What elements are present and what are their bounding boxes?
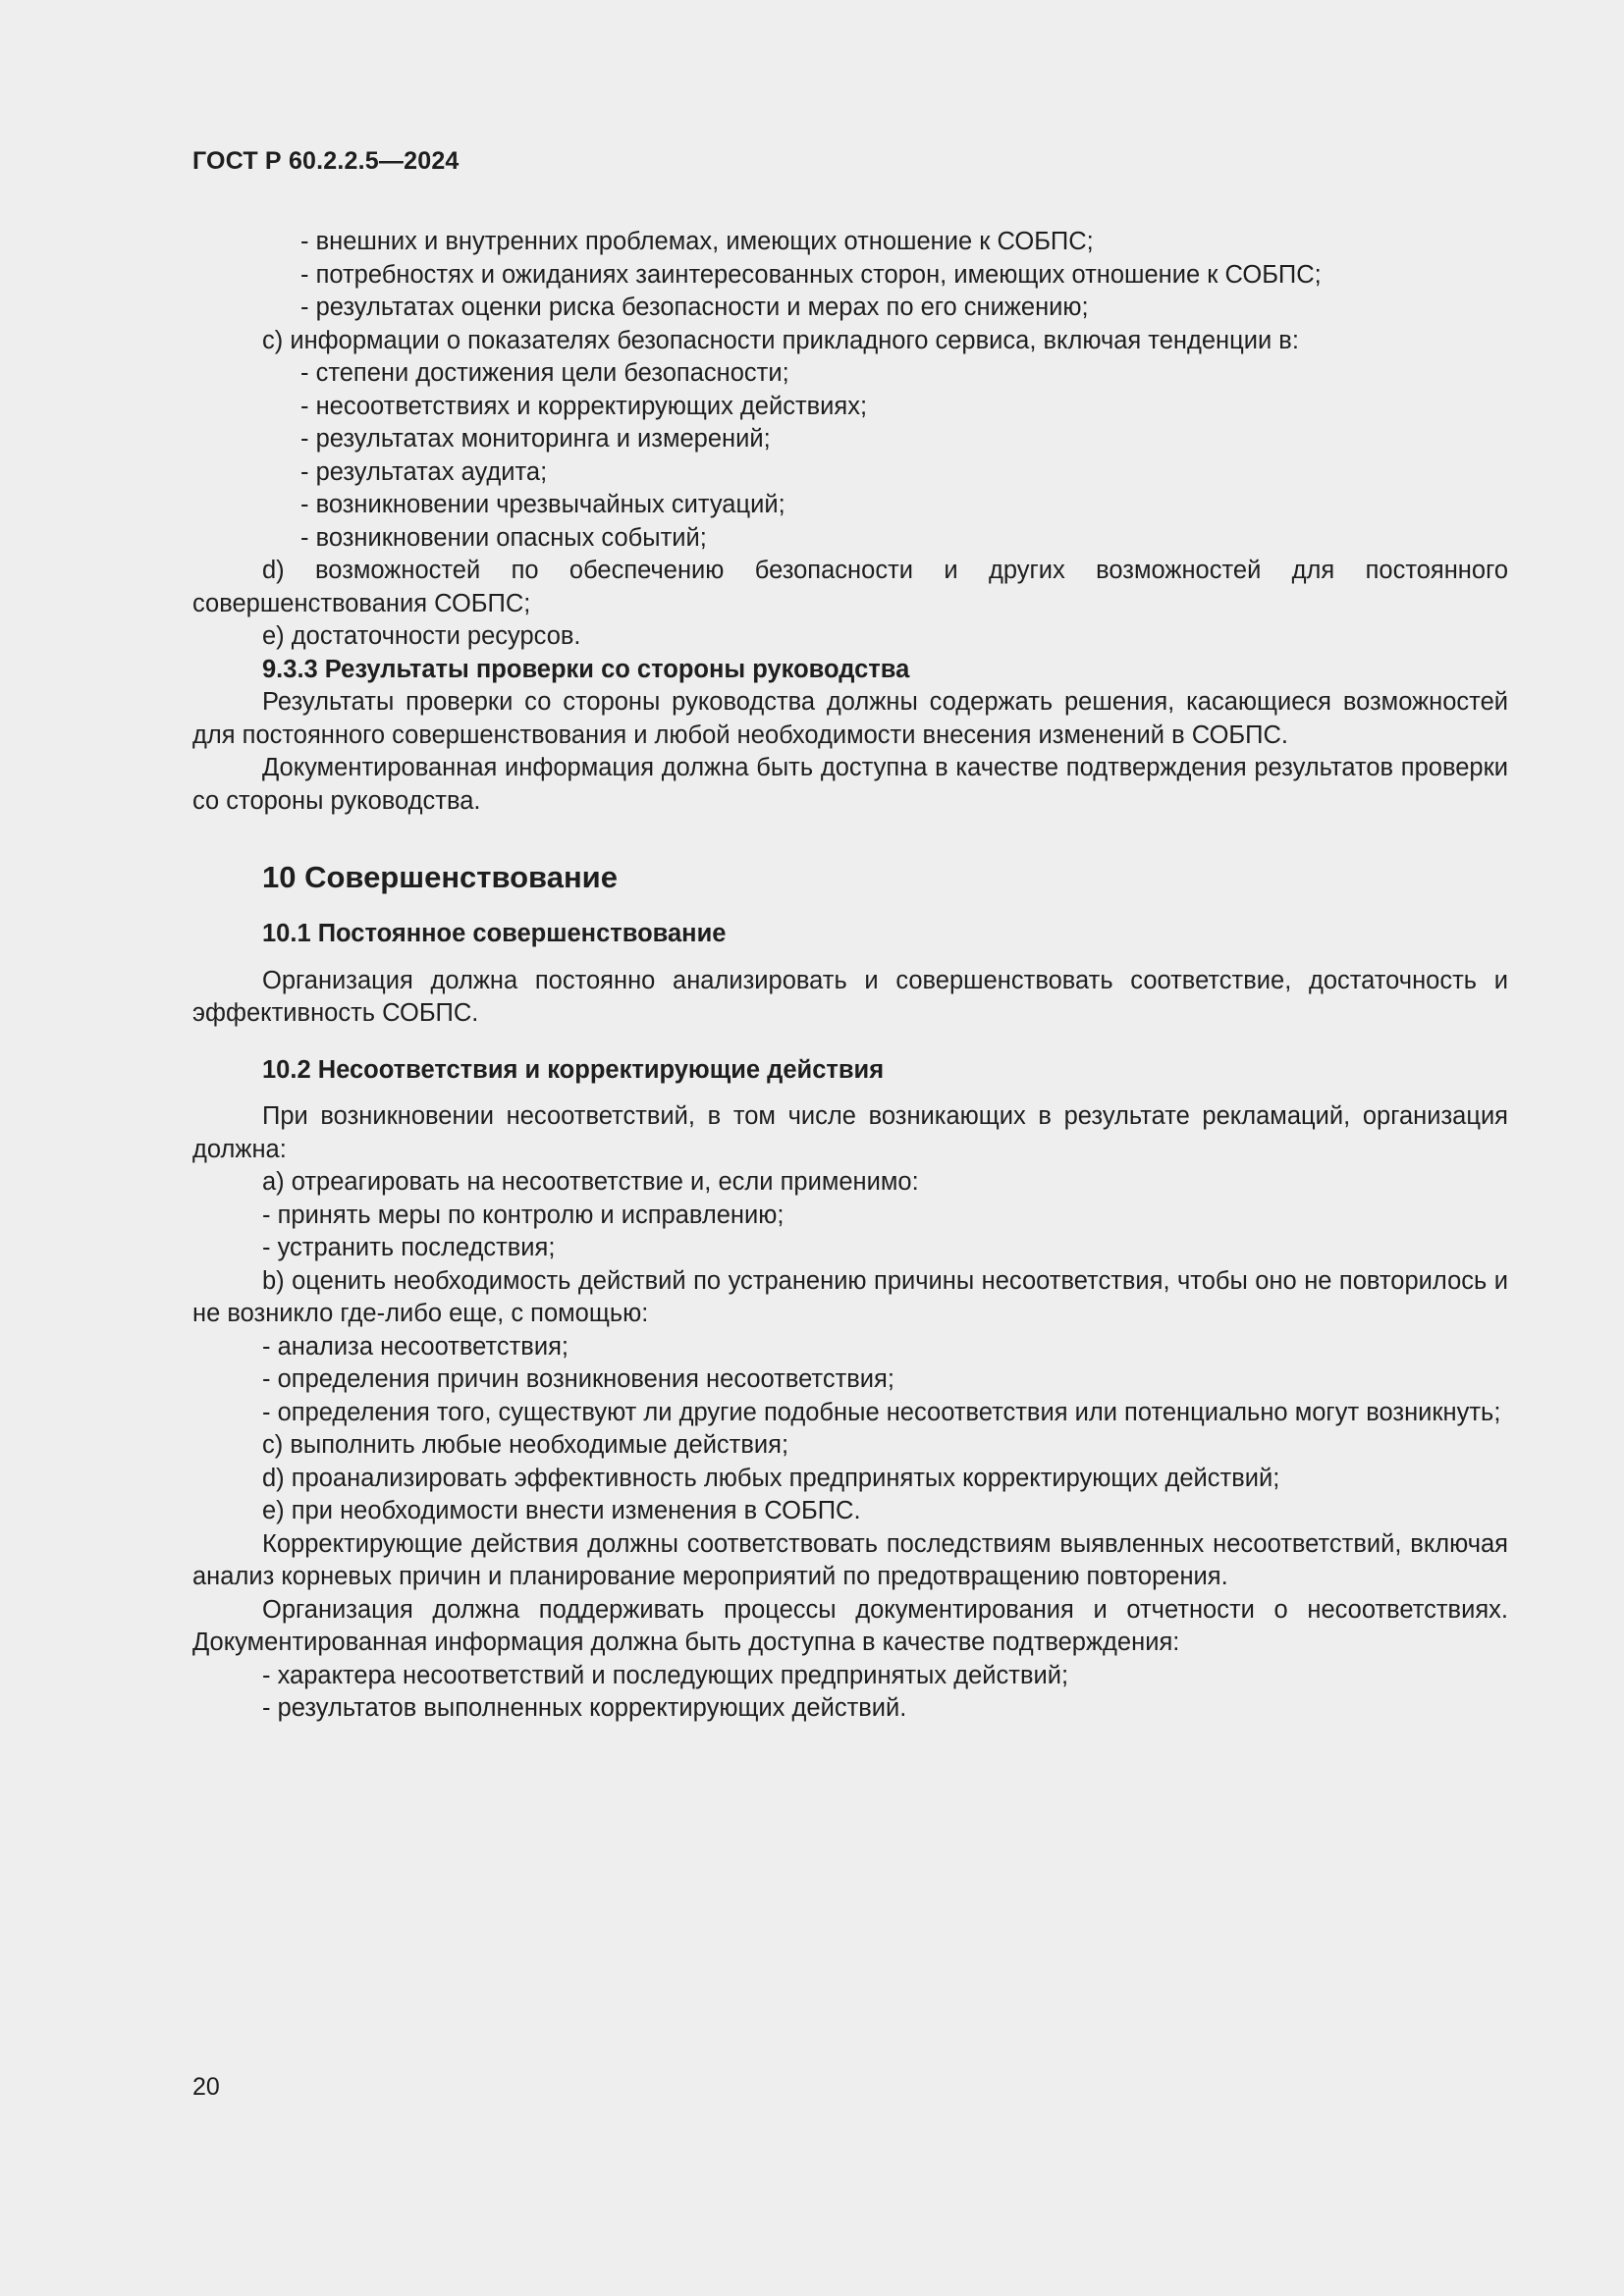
- paragraph: Корректирующие действия должны соответствовать последствиям выявленных несоответствий, включая анализ корневых причин и планирование мероприятий по предотвращению повторения.: [192, 1529, 1508, 1590]
- list-item: - определения того, существуют ли другие подобные несоответствия или потенциально могут возникнуть;: [262, 1398, 1501, 1426]
- list-item-d: d) проанализировать эффективность любых предпринятых корректирующих действий;: [262, 1464, 1280, 1492]
- list-item: - возникновении чрезвычайных ситуаций;: [300, 491, 785, 518]
- list-item-c: c) выполнить любые необходимые действия;: [262, 1431, 789, 1459]
- section-heading-10: 10 Совершенствование: [262, 860, 618, 894]
- list-item-b: b) оценить необходимость действий по устранению причины несоответствия, чтобы оно не повторилось и не возникло где-либо еще, с помощью:: [192, 1266, 1508, 1327]
- list-item: - возникновении опасных событий;: [300, 523, 707, 552]
- list-item: - степени достижения цели безопасности;: [300, 359, 789, 387]
- list-item: - характера несоответствий и последующих предпринятых действий;: [262, 1661, 1069, 1689]
- list-item-c: c) информации о показателях безопасности прикладного сервиса, включая тенденции в:: [262, 326, 1299, 354]
- list-item: - определения причин возникновения несоответствия;: [262, 1365, 894, 1393]
- list-item: - несоответствиях и корректирующих действиях;: [300, 392, 868, 420]
- list-item-e: e) при необходимости внести изменения в СОБПС.: [262, 1497, 861, 1524]
- section-heading-10-2: 10.2 Несоответствия и корректирующие действия: [262, 1055, 885, 1084]
- list-item: - устранить последствия;: [262, 1234, 556, 1261]
- list-item: - потребностях и ожиданиях заинтересованных сторон, имеющих отношение к СОБПС;: [300, 260, 1322, 289]
- page-number: 20: [192, 2073, 220, 2101]
- list-item: - внешних и внутренних проблемах, имеющих отношение к СОБПС;: [300, 228, 1094, 255]
- section-heading-9-3-3: 9.3.3 Результаты проверки со стороны руководства: [262, 655, 910, 683]
- paragraph: Организация должна поддерживать процессы документирования и отчетности о несоответствиях. Документированная информация должна быть доступна в качестве подтверждения:: [192, 1595, 1508, 1656]
- list-item: - результатов выполненных корректирующих действий.: [262, 1694, 907, 1722]
- list-item-e: e) достаточности ресурсов.: [262, 622, 581, 650]
- section-heading-10-1: 10.1 Постоянное совершенствование: [262, 920, 727, 947]
- list-item: - результатах аудита;: [300, 457, 548, 486]
- list-item: - принять меры по контролю и исправлению;: [262, 1201, 785, 1229]
- list-item: - анализа несоответствия;: [262, 1332, 568, 1361]
- list-item: - результатах оценки риска безопасности и мерах по его снижению;: [300, 294, 1089, 321]
- paragraph: Организация должна постоянно анализировать и совершенствовать соответствие, достаточность и эффективность СОБПС.: [192, 966, 1508, 1027]
- list-item-a: a) отреагировать на несоответствие и, если применимо:: [262, 1168, 919, 1196]
- list-item-d: d) возможностей по обеспечению безопасности и других возможностей для постоянного совершенствования СОБПС;: [192, 557, 1508, 617]
- document-header: ГОСТ Р 60.2.2.5—2024: [192, 147, 460, 175]
- paragraph: Результаты проверки со стороны руководства должны содержать решения, касающиеся возможностей для постоянного совершенствования и любой необходимости внесения изменений в СОБПС.: [192, 688, 1508, 749]
- paragraph: При возникновении несоответствий, в том числе возникающих в результате рекламаций, организация должна:: [192, 1102, 1508, 1163]
- list-item: - результатах мониторинга и измерений;: [300, 425, 771, 453]
- paragraph: Документированная информация должна быть доступна в качестве подтверждения результатов проверки со стороны руководства.: [192, 754, 1508, 815]
- document-body: [192, 226, 1508, 1726]
